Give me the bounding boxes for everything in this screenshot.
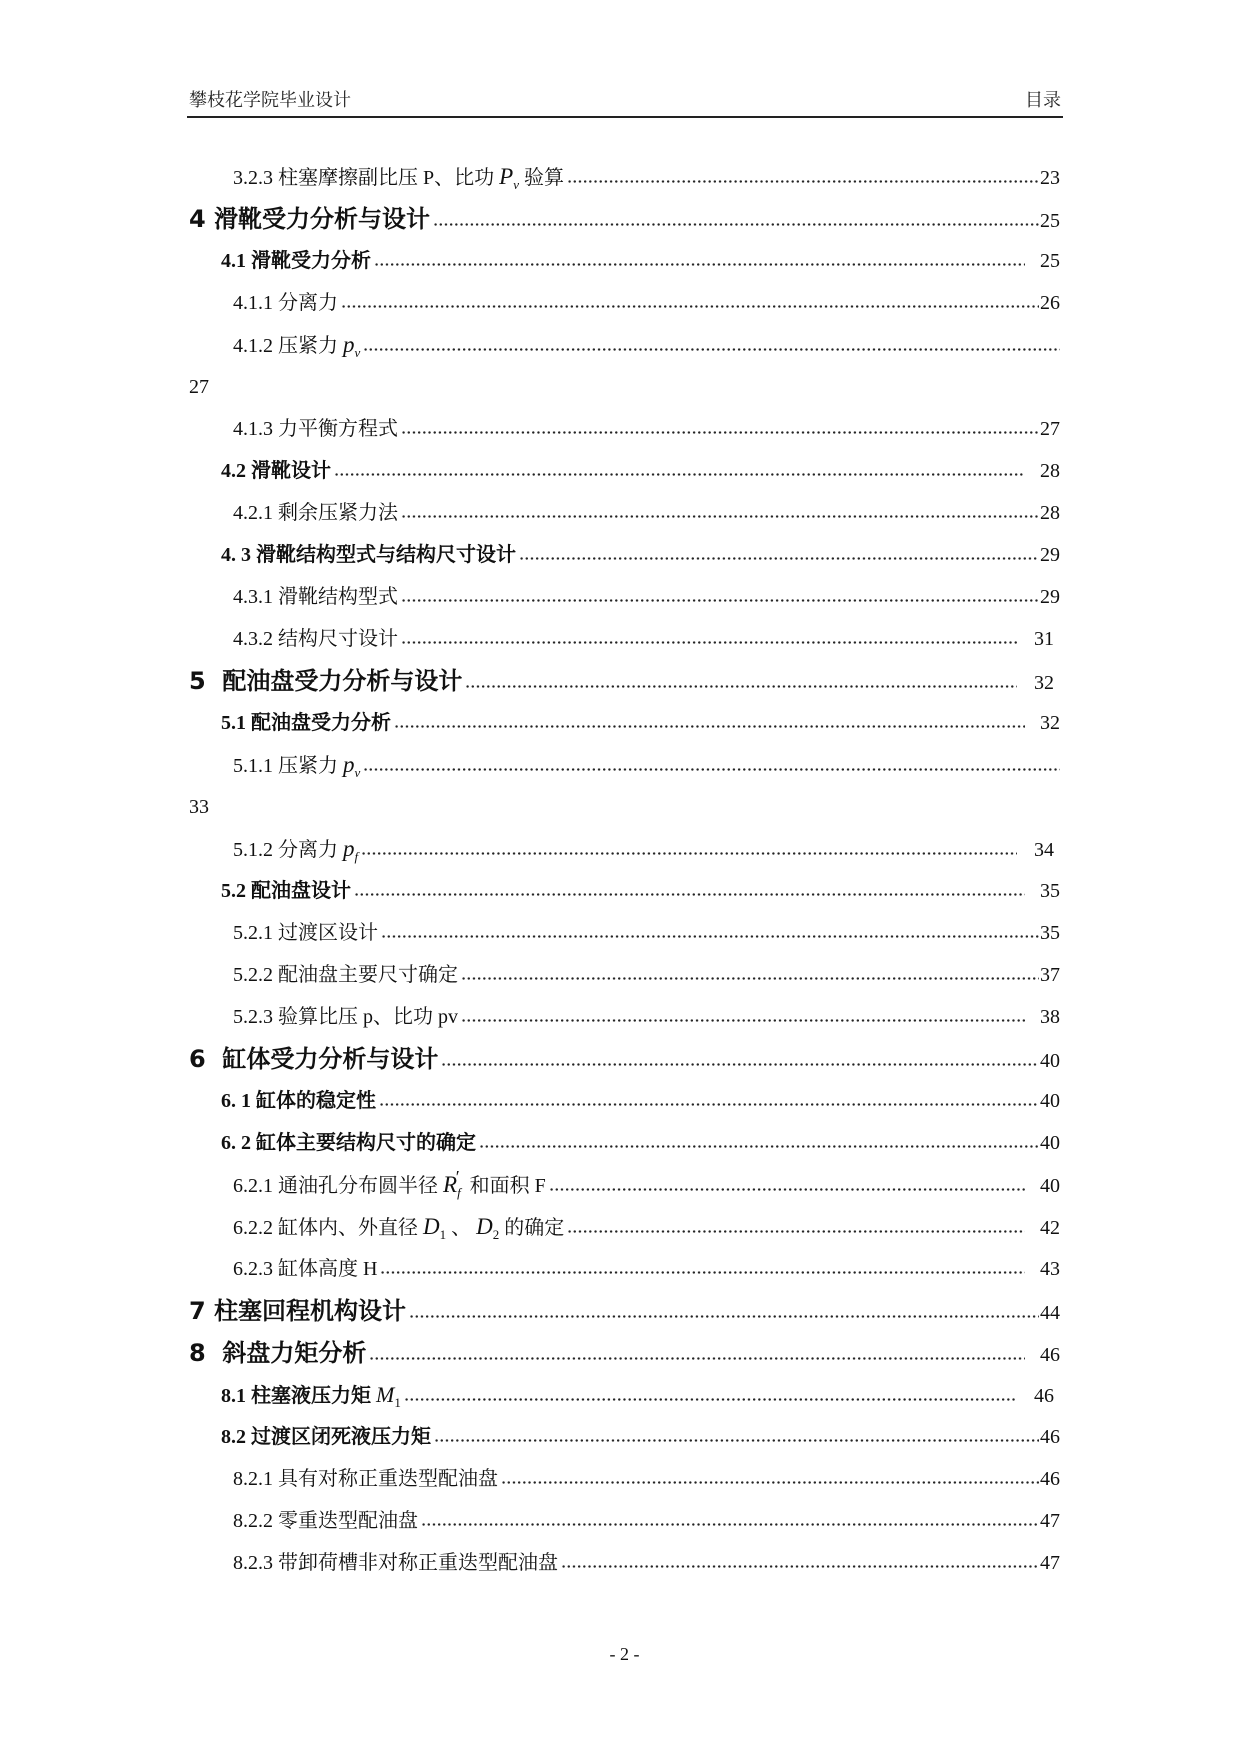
toc-entry-text: 8.1 柱塞液压力矩 bbox=[221, 1385, 371, 1407]
dot-leader bbox=[409, 1314, 1039, 1319]
toc-page-number: 46 bbox=[1034, 1385, 1054, 1407]
math-subscript: f bbox=[457, 1185, 461, 1200]
toc-entry-text: 4.3.2 结构尺寸设计 bbox=[233, 628, 398, 650]
dot-leader bbox=[354, 892, 1025, 897]
footer-page-number: - 2 - bbox=[609, 1644, 640, 1664]
toc-entry-label bbox=[233, 408, 398, 450]
toc-page-number: 33 bbox=[189, 796, 209, 818]
toc-section-6-1 bbox=[189, 1080, 1060, 1122]
toc-entry-4-1-1 bbox=[189, 282, 1060, 324]
toc-entry-label bbox=[221, 1416, 431, 1458]
toc-page-number: 43 bbox=[1040, 1258, 1060, 1280]
toc-section-8-2 bbox=[189, 1416, 1060, 1458]
toc-entry-label bbox=[233, 1248, 377, 1290]
toc-entry-text: 4.1.2 压紧力 bbox=[233, 335, 338, 357]
toc-entry-6-2-3 bbox=[189, 1248, 1060, 1290]
toc-page-number: 37 bbox=[1040, 964, 1060, 986]
toc-entry-text: 6.2.2 缸体内、外直径 bbox=[233, 1217, 418, 1239]
math-subscript: v bbox=[354, 765, 361, 780]
toc-page-number: 28 bbox=[1040, 460, 1060, 482]
toc-entry-4-3-2 bbox=[189, 618, 1060, 660]
toc-entry-text: 6 缸体受力分析与设计 bbox=[189, 1045, 439, 1073]
dot-leader bbox=[561, 1564, 1039, 1569]
toc-entry-label bbox=[233, 576, 398, 618]
dot-leader bbox=[404, 1397, 1017, 1402]
math-subscript: v bbox=[513, 177, 519, 192]
toc-entry-label bbox=[233, 1500, 418, 1542]
toc-entry-text: 8.2.2 零重迭型配油盘 bbox=[233, 1510, 418, 1532]
dot-leader bbox=[549, 1187, 1025, 1192]
toc-chapter-6 bbox=[189, 1038, 1060, 1080]
toc-entry-text: 8.2.3 带卸荷槽非对称正重迭型配油盘 bbox=[233, 1552, 558, 1574]
toc-page-number: 42 bbox=[1040, 1217, 1060, 1239]
toc-entry-text: 6. 1 缸体的稳定性 bbox=[221, 1090, 376, 1112]
toc-entry-6-2-1 bbox=[189, 1164, 1060, 1206]
toc-page-number: 40 bbox=[1040, 1050, 1060, 1072]
dot-leader bbox=[401, 430, 1039, 435]
dot-leader bbox=[374, 262, 1025, 267]
toc-entry-8-2-1 bbox=[189, 1458, 1060, 1500]
toc-entry-text: 4.1.1 分离力 bbox=[233, 292, 338, 314]
toc-page-number: 46 bbox=[1040, 1344, 1060, 1366]
dot-leader bbox=[479, 1144, 1039, 1149]
toc-entry-label bbox=[233, 282, 338, 324]
toc-entry-text: 4 滑靴受力分析与设计 bbox=[189, 205, 431, 233]
dot-leader bbox=[381, 934, 1039, 939]
toc-page-number: 29 bbox=[1040, 544, 1060, 566]
toc-entry-label bbox=[233, 912, 378, 954]
toc-entry-text: 5.1.1 压紧力 bbox=[233, 755, 338, 777]
toc-page-number: 23 bbox=[1040, 167, 1060, 189]
dot-leader bbox=[361, 851, 1017, 856]
toc-entry-text: 4.1.3 力平衡方程式 bbox=[233, 418, 398, 440]
toc-entry-text: 4.3.1 滑靴结构型式 bbox=[233, 586, 398, 608]
dot-leader bbox=[363, 767, 1060, 772]
toc-page-number: 38 bbox=[1040, 1006, 1060, 1028]
toc-section-6-2 bbox=[189, 1122, 1060, 1164]
dot-leader bbox=[380, 1270, 1025, 1275]
toc-section-4-1 bbox=[189, 240, 1060, 282]
dot-leader bbox=[434, 1438, 1039, 1443]
math-subscript: v bbox=[354, 345, 361, 360]
math-variable: R bbox=[443, 1172, 458, 1197]
toc-entry-text: 6.2.1 通油孔分布圆半径 bbox=[233, 1175, 438, 1197]
dot-leader bbox=[461, 976, 1039, 981]
toc-entry-label bbox=[221, 1080, 376, 1122]
toc-section-8-1 bbox=[189, 1374, 1060, 1416]
toc-entry-text-suffix: 验算 bbox=[523, 167, 564, 189]
toc-entry-8-2-2 bbox=[189, 1500, 1060, 1542]
math-variable: P bbox=[499, 164, 514, 189]
dot-leader bbox=[433, 222, 1039, 227]
toc-page-number: 27 bbox=[189, 376, 209, 398]
math-subscript: 1 bbox=[439, 1227, 447, 1242]
toc-entry-text: 5.2.2 配油盘主要尺寸确定 bbox=[233, 964, 458, 986]
toc-page-number: 40 bbox=[1040, 1132, 1060, 1154]
toc-page-number: 32 bbox=[1040, 712, 1060, 734]
toc-section-5-2 bbox=[189, 870, 1060, 912]
toc-entry-4-3-1 bbox=[189, 576, 1060, 618]
toc-page-number: 47 bbox=[1040, 1552, 1060, 1574]
math-variable: p bbox=[343, 836, 355, 861]
toc-page-number: 46 bbox=[1040, 1468, 1060, 1490]
toc-page-number: 25 bbox=[1040, 250, 1060, 272]
toc-entry-6-2-2 bbox=[189, 1206, 1060, 1248]
toc-entry-text: 4.2 滑靴设计 bbox=[221, 460, 331, 482]
toc-chapter-4 bbox=[189, 198, 1060, 240]
toc-page-number: 46 bbox=[1040, 1426, 1060, 1448]
toc-entry-4-1-2 bbox=[189, 324, 1060, 366]
dot-leader bbox=[519, 556, 1039, 561]
dot-leader bbox=[441, 1062, 1039, 1067]
math-subscript: f bbox=[354, 849, 359, 864]
dot-leader bbox=[334, 472, 1025, 477]
dot-leader bbox=[401, 640, 1017, 645]
toc-entry-label bbox=[189, 660, 462, 702]
dot-leader bbox=[394, 724, 1025, 729]
toc-entry-label bbox=[233, 1458, 498, 1500]
toc-entry-text: 4. 3 滑靴结构型式与结构尺寸设计 bbox=[221, 544, 516, 566]
dot-leader bbox=[369, 1356, 1025, 1361]
toc-entry-4-1-3 bbox=[189, 408, 1060, 450]
toc-entry-label bbox=[189, 198, 430, 240]
toc-section-4-3 bbox=[189, 534, 1060, 576]
toc-page-number: 32 bbox=[1034, 672, 1054, 694]
toc-page-number: 31 bbox=[1034, 628, 1054, 650]
math-variable: D bbox=[423, 1214, 440, 1239]
dot-leader bbox=[567, 179, 1039, 184]
math-variable: M bbox=[376, 1382, 395, 1407]
toc-entry-label bbox=[221, 534, 516, 576]
dot-leader bbox=[401, 598, 1039, 603]
table-of-contents bbox=[189, 156, 1060, 1584]
toc-entry-text: 8.2.1 具有对称正重迭型配油盘 bbox=[233, 1468, 498, 1490]
toc-entry-text: 5.2.1 过渡区设计 bbox=[233, 922, 378, 944]
toc-page-number: 26 bbox=[1040, 292, 1060, 314]
toc-entry-5-2-3 bbox=[189, 996, 1060, 1038]
dot-leader bbox=[501, 1480, 1039, 1485]
toc-page-number: 34 bbox=[1034, 839, 1054, 861]
dot-leader bbox=[567, 1229, 1025, 1234]
toc-entry-5-1-1 bbox=[189, 744, 1060, 786]
math-subscript: 1 bbox=[394, 1395, 401, 1410]
toc-entry-text: 5.1 配油盘受力分析 bbox=[221, 712, 391, 734]
toc-entry-label bbox=[221, 870, 351, 912]
toc-entry-text: 4.1 滑靴受力分析 bbox=[221, 250, 371, 272]
toc-entry-5-2-1 bbox=[189, 912, 1060, 954]
toc-section-4-2 bbox=[189, 450, 1060, 492]
toc-entry-3-2-3 bbox=[189, 156, 1060, 198]
toc-chapter-8 bbox=[189, 1332, 1060, 1374]
toc-entry-5-1-2 bbox=[189, 828, 1060, 870]
toc-chapter-5 bbox=[189, 660, 1060, 702]
toc-entry-text: 3.2.3 柱塞摩擦副比压 P、比功 bbox=[233, 167, 495, 189]
toc-page-number: 44 bbox=[1040, 1302, 1060, 1324]
toc-entry-label bbox=[221, 240, 371, 282]
toc-entry-text: 8 斜盘力矩分析 bbox=[189, 1339, 367, 1367]
toc-entry-text-suffix: 的确定 bbox=[504, 1217, 565, 1239]
page-header bbox=[187, 86, 1063, 118]
toc-page-number: 29 bbox=[1040, 586, 1060, 608]
toc-entry-text: 6. 2 缸体主要结构尺寸的确定 bbox=[221, 1132, 476, 1154]
toc-entry-label bbox=[221, 1122, 476, 1164]
toc-page-number: 28 bbox=[1040, 502, 1060, 524]
dot-leader bbox=[401, 514, 1039, 519]
toc-entry-8-2-3 bbox=[189, 1542, 1060, 1584]
toc-page-number: 40 bbox=[1040, 1090, 1060, 1112]
toc-entry-label bbox=[233, 618, 398, 660]
toc-page-number: 40 bbox=[1040, 1175, 1060, 1197]
dot-leader bbox=[461, 1018, 1025, 1023]
toc-page-number: 27 bbox=[1040, 418, 1060, 440]
toc-page-number: 35 bbox=[1040, 922, 1060, 944]
toc-entry-text: 7 柱塞回程机构设计 bbox=[189, 1297, 407, 1325]
toc-page-number: 25 bbox=[1040, 210, 1060, 232]
toc-entry-text: 5.2 配油盘设计 bbox=[221, 880, 351, 902]
toc-entry-text: 5.1.2 分离力 bbox=[233, 839, 338, 861]
toc-entry-label bbox=[233, 324, 360, 374]
dot-leader bbox=[363, 347, 1060, 352]
toc-entry-label bbox=[233, 1542, 558, 1584]
header-school-title: 攀枝花学院毕业设计 bbox=[189, 90, 351, 111]
toc-entry-label bbox=[233, 954, 458, 996]
dot-leader bbox=[465, 684, 1017, 689]
toc-entry-text: 5.2.3 验算比压 p、比功 pv bbox=[233, 1006, 458, 1028]
toc-entry-text: 8.2 过渡区闭死液压力矩 bbox=[221, 1426, 431, 1448]
toc-entry-label bbox=[233, 744, 360, 794]
toc-entry-separator: 、 bbox=[451, 1217, 472, 1239]
math-variable: D bbox=[476, 1214, 493, 1239]
header-section-title: 目录 bbox=[1025, 90, 1061, 111]
dot-leader bbox=[421, 1522, 1039, 1527]
math-variable: p bbox=[343, 752, 355, 777]
toc-entry-4-2-1 bbox=[189, 492, 1060, 534]
dot-leader bbox=[341, 304, 1039, 309]
toc-entry-5-2-2 bbox=[189, 954, 1060, 996]
dot-leader bbox=[379, 1102, 1039, 1107]
toc-chapter-7 bbox=[189, 1290, 1060, 1332]
toc-entry-text-suffix: 和面积 F bbox=[469, 1175, 546, 1197]
toc-entry-label bbox=[189, 1332, 366, 1374]
page-footer bbox=[189, 1640, 1060, 1668]
toc-entry-label bbox=[221, 450, 331, 492]
toc-entry-label bbox=[189, 1290, 406, 1332]
toc-entry-label bbox=[189, 1038, 438, 1080]
math-variable: p bbox=[343, 332, 355, 357]
toc-entry-text: 6.2.3 缸体高度 H bbox=[233, 1258, 378, 1280]
math-prime: ′ bbox=[455, 1167, 460, 1187]
toc-section-5-1 bbox=[189, 702, 1060, 744]
toc-entry-label bbox=[221, 702, 391, 744]
toc-entry-text: 4.2.1 剩余压紧力法 bbox=[233, 502, 398, 524]
toc-page-number: 35 bbox=[1040, 880, 1060, 902]
toc-page-number: 47 bbox=[1040, 1510, 1060, 1532]
toc-entry-label bbox=[233, 996, 458, 1038]
toc-entry-label bbox=[233, 492, 398, 534]
math-subscript: 2 bbox=[492, 1227, 500, 1242]
toc-entry-text: 5 配油盘受力分析与设计 bbox=[189, 667, 463, 695]
